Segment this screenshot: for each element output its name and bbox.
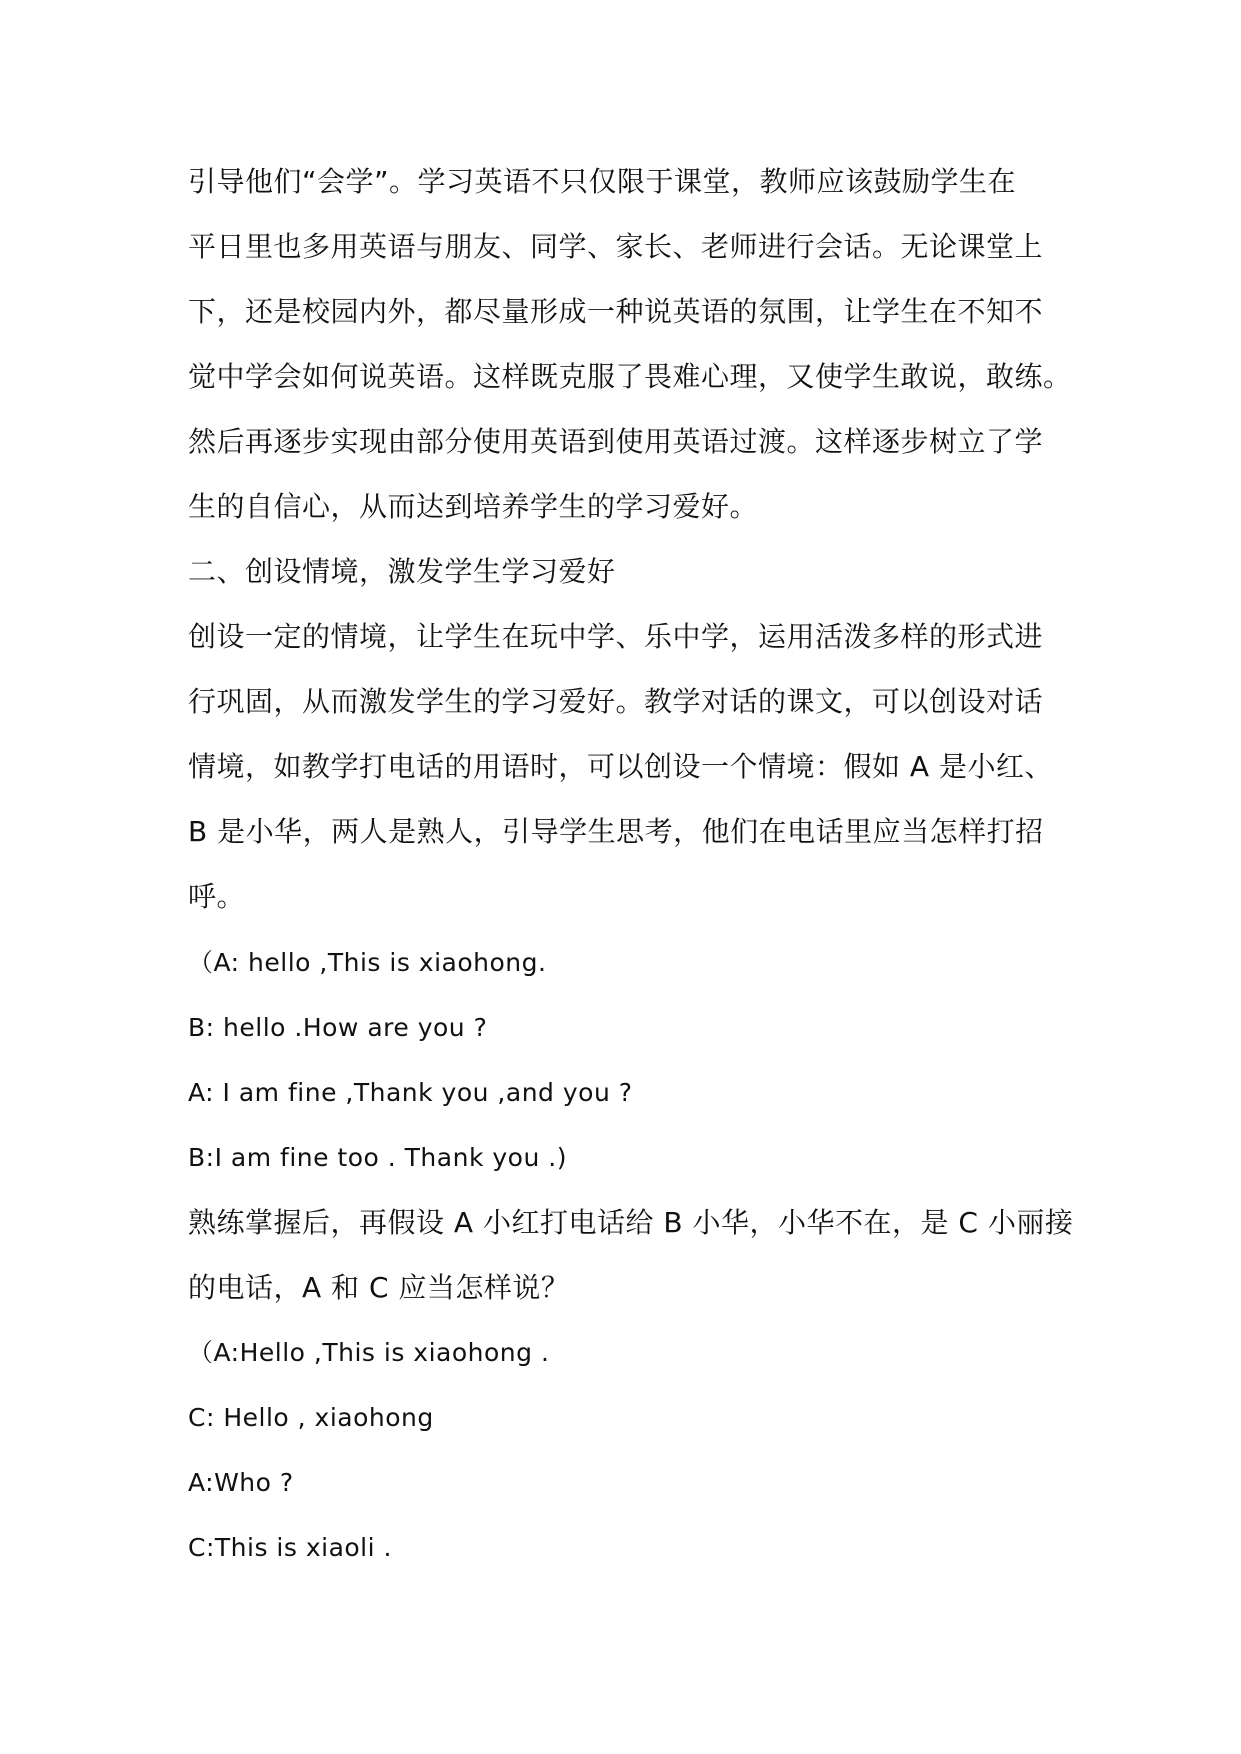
paragraph-line: 觉中学会如何说英语。这样既克服了畏难心理，又使学生敢说，敢练。 (188, 360, 1072, 393)
paragraph-line: 行巩固，从而激发学生的学习爱好。教学对话的课文，可以创设对话 (188, 685, 1044, 718)
paragraph-line: 的电话，A 和 C 应当怎样说？ (188, 1271, 570, 1304)
paragraph-line: 然后再逐步实现由部分使用英语到使用英语过渡。这样逐步树立了学 (188, 425, 1044, 458)
dialogue-line: （A:Hello ,This is xiaohong . (188, 1338, 550, 1367)
dialogue-line: B: hello .How are you ? (188, 1013, 488, 1042)
paragraph-line: 下，还是校园内外，都尽量形成一种说英语的氛围，让学生在不知不 (188, 295, 1044, 328)
paragraph-line: 创设一定的情境，让学生在玩中学、乐中学，运用活泼多样的形式进 (188, 620, 1044, 653)
section-heading: 二、创设情境，激发学生学习爱好 (188, 555, 616, 588)
dialogue-line: B:I am fine too . Thank you .) (188, 1143, 567, 1172)
paragraph-line: B 是小华，两人是熟人，引导学生思考，他们在电话里应当怎样打招 (188, 815, 1044, 848)
paragraph-line: 平日里也多用英语与朋友、同学、家长、老师进行会话。无论课堂上 (188, 230, 1044, 263)
dialogue-line: C: Hello , xiaohong (188, 1403, 434, 1432)
paragraph-line: 生的自信心，从而达到培养学生的学习爱好。 (188, 490, 759, 523)
dialogue-line: C:This is xiaoli . (188, 1533, 392, 1562)
paragraph-line: 引导他们“会学”。学习英语不只仅限于课堂，教师应该鼓励学生在 (188, 165, 1017, 198)
dialogue-line: A: I am fine ,Thank you ,and you ? (188, 1078, 633, 1107)
dialogue-line: A:Who ? (188, 1468, 294, 1497)
paragraph-line: 情境，如教学打电话的用语时，可以创设一个情境：假如 A 是小红、 (188, 750, 1053, 783)
dialogue-line: （A: hello ,This is xiaohong. (188, 948, 547, 977)
paragraph-line: 呼。 (188, 880, 246, 913)
paragraph-line: 熟练掌握后，再假设 A 小红打电话给 B 小华，小华不在，是 C 小丽接 (188, 1206, 1074, 1239)
